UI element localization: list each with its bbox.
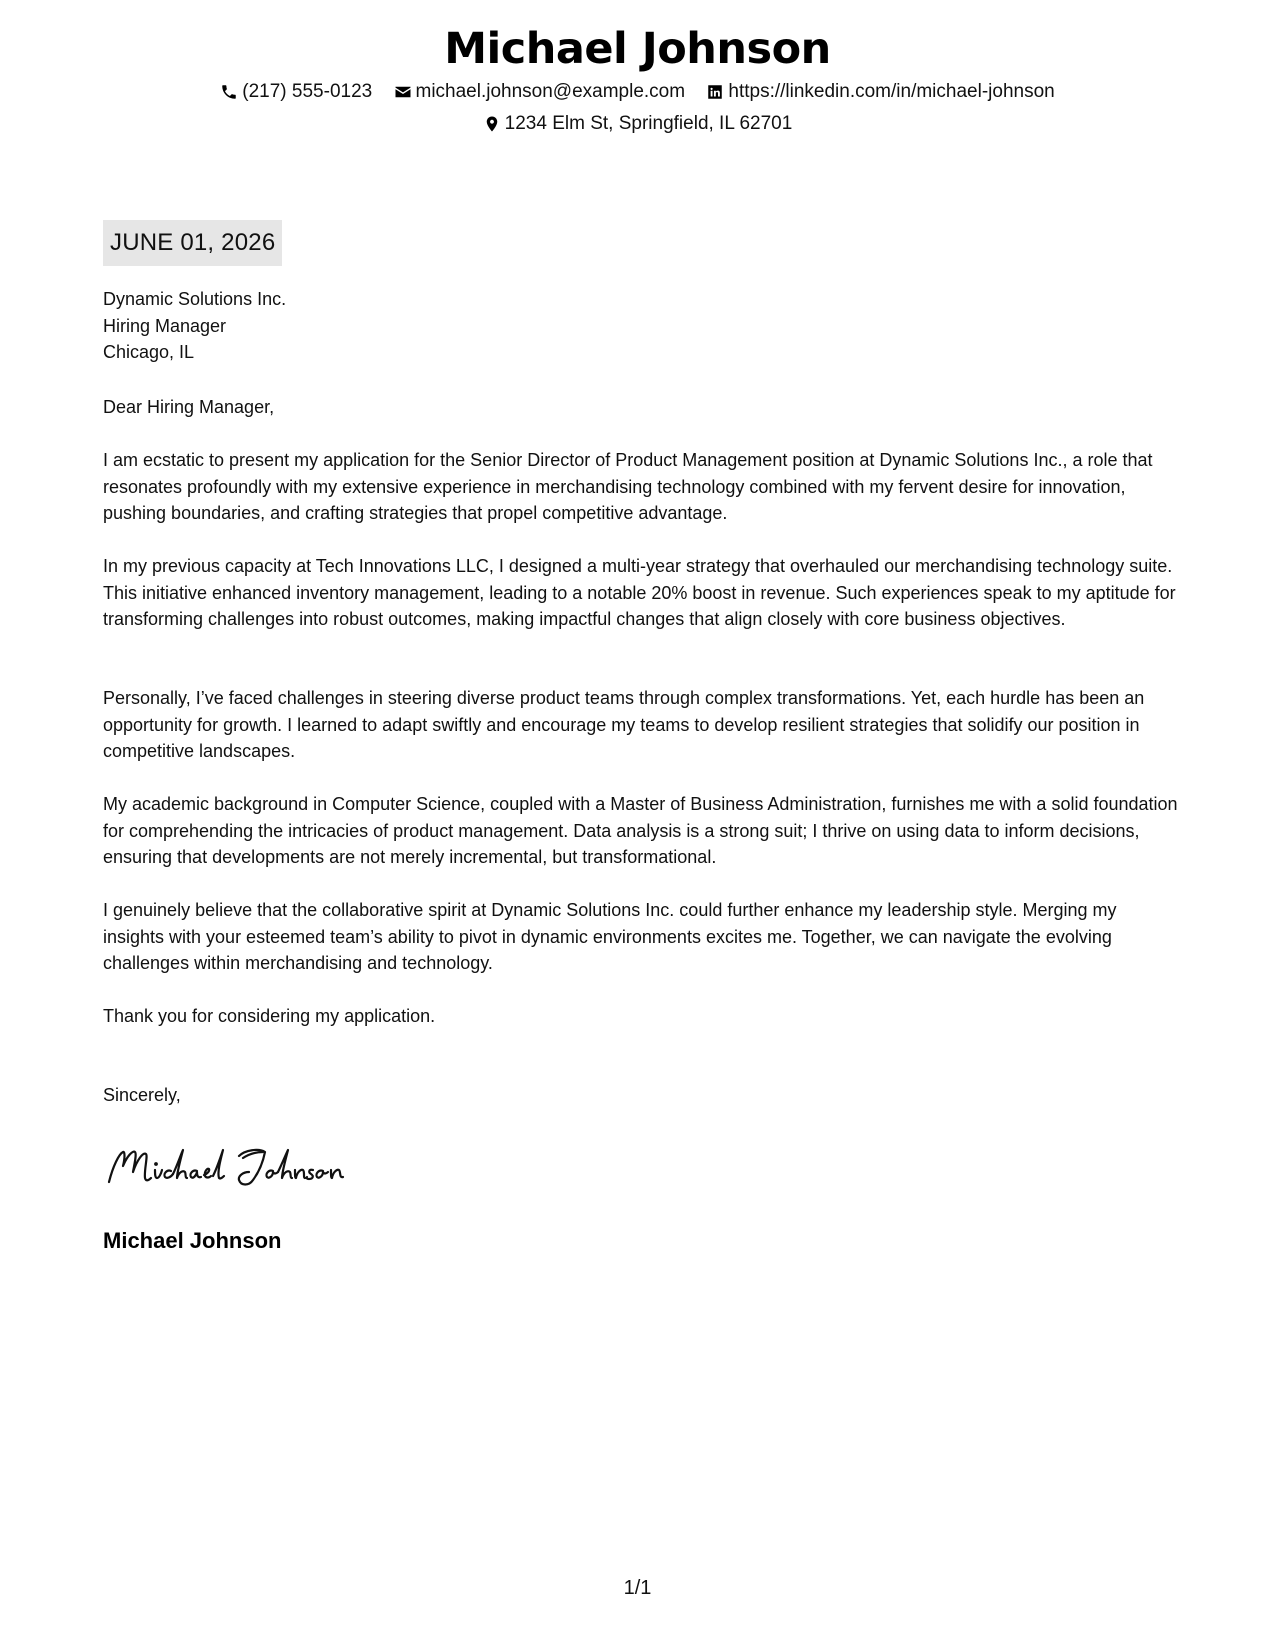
phone-icon (220, 83, 238, 101)
body-paragraph: In my previous capacity at Tech Innovations LLC, I designed a multi-year strategy that overhauled our merchandising technology suite. This initiative enhanced inventory management, leading to a notable 20% boost in revenue. Such experiences speak to my aptitude for transforming challenges into robust outcomes, making impactful changes that align closely with core business objectives. (103, 556, 1176, 629)
salutation: Dear Hiring Manager, (103, 397, 275, 417)
closing: Sincerely, (103, 1085, 181, 1105)
contact-linkedin[interactable] (706, 79, 1054, 105)
recipient-block (103, 286, 286, 366)
phone-text: (217) 555-0123 (242, 81, 373, 102)
recipient-company: Dynamic Solutions Inc. (103, 289, 287, 309)
envelope-icon (394, 83, 412, 101)
email-link[interactable]: michael.johnson@example.com (415, 81, 686, 102)
map-pin-icon (483, 115, 501, 133)
address-text: 1234 Elm St, Springfield, IL 62701 (504, 113, 793, 134)
contact-email[interactable] (394, 79, 686, 105)
linkedin-icon (706, 83, 724, 101)
contact-line-primary (0, 79, 1275, 105)
recipient-location: Chicago, IL (103, 342, 195, 362)
signature-drawing (103, 1136, 363, 1196)
recipient-title: Hiring Manager (103, 315, 227, 336)
applicant-name: Michael Johnson (444, 24, 831, 74)
body-paragraph: My academic background in Computer Science, coupled with a Master of Business Administration, furnishes me with a solid foundation for comprehending the intricacies of product management. Data analysis is a strong suit; I thrive on using data to inform decisions, ensuring that developments are not merely incremental, but transformational. (103, 794, 1178, 867)
letter-date: JUNE 01, 2026 (103, 220, 282, 266)
page-number: 1/1 (623, 1577, 652, 1599)
signer-name: Michael Johnson (103, 1228, 282, 1253)
linkedin-link[interactable]: https://linkedin.com/in/michael-johnson (728, 81, 1055, 102)
thank-you-line: Thank you for considering my application. (103, 1006, 436, 1026)
body-paragraph: Personally, I’ve faced challenges in steering diverse product teams through complex transformations. Yet, each hurdle has been an opportunity for growth. I learned to adapt swiftly and encourage my teams to develop resilient strategies that solidify our position in competitive landscapes. (103, 688, 1145, 761)
body-paragraph: I am ecstatic to present my application for the Senior Director of Product Management position at Dynamic Solutions Inc., a role that resonates profoundly with my extensive experience in merchandising technology combined with my fervent desire for innovation, pushing boundaries, and crafting strategies that propel competitive advantage. (103, 450, 1153, 523)
contact-phone (220, 79, 372, 105)
handwritten-signature (103, 1136, 363, 1196)
contact-address (483, 111, 793, 137)
body-paragraph: I genuinely believe that the collaborative spirit at Dynamic Solutions Inc. could further enhance my leadership style. Merging my insights with your esteemed team’s ability to pivot in dynamic environments excites me. Together, we can navigate the evolving challenges within merchandising and technology. (103, 900, 1117, 973)
contact-line-secondary (0, 111, 1275, 137)
